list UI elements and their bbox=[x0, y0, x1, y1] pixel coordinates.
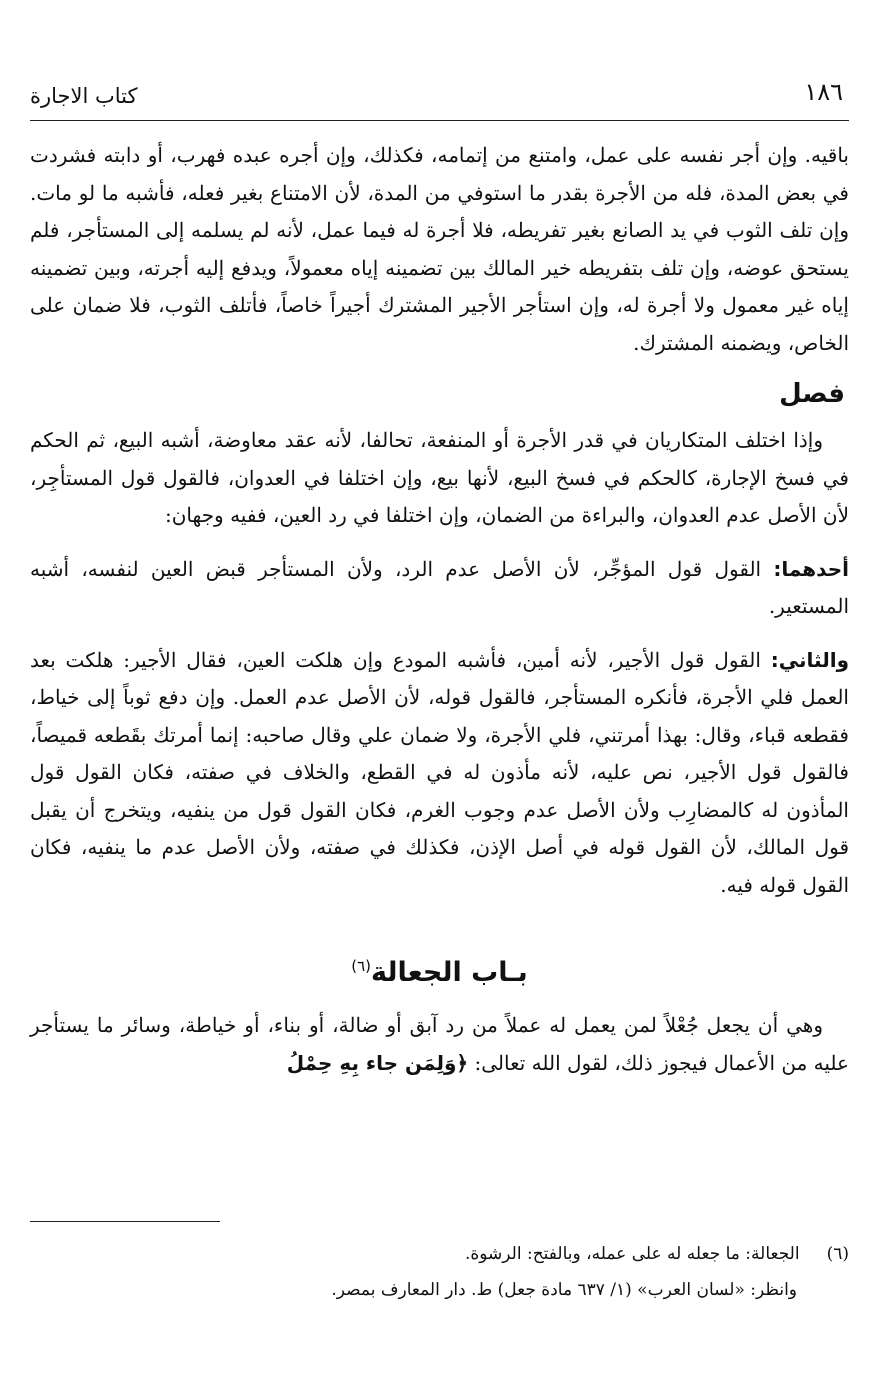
paragraph-2: وإذا اختلف المتكاريان في قدر الأجرة أو المنفعة، تحالفا، لأنه عقد معاوضة، أشبه البيع، ثم الحكم في فسخ الإجارة، كالحكم في فسخ البيع، لأنها بيع، وإن اختلفا في العدوان، فالقول قول المستأجِر، لأن الأصل عدم العدوان، والبراءة من الضمان، وإن اختلفا في رد العين، ففيه وجهان: bbox=[30, 428, 849, 527]
chapter-footnote-ref: (٦) bbox=[351, 957, 371, 975]
paragraph-5-text: وهي أن يجعل جُعْلاً لمن يعمل له عملاً من رد آبق أو ضالة، أو بناء، أو خياطة، وسائر ما يستأجر عليه من الأعمال فيجوز ذلك، لقول الله تعالى: bbox=[30, 1013, 849, 1075]
paragraph-3-lead: أحدهما: bbox=[773, 556, 849, 581]
page-header bbox=[30, 78, 849, 112]
main-text bbox=[30, 137, 849, 1082]
quran-quote: ﴿وَلِمَن جاء بِهِ حِمْلُ bbox=[286, 1050, 469, 1075]
paragraph-5 bbox=[30, 1007, 849, 1082]
page-number: ١٨٦ bbox=[804, 78, 843, 106]
paragraph-4-text: القول قول الأجير، لأنه أمين، فأشبه المودع وإن هلكت العين، فقال الأجير: هلكت بعد العمل فلي الأجرة، فأنكره المستأجر، فالقول قوله، لأن الأصل عدم العمل. وإن دفع ثوباً إلى خياط، فقطعه قباء، وقال: بهذا أمرتني، فلي الأجرة، ولا ضمان علي وقال صاحبه: إنما أمرتك بقَطعه قميصاً، فالقول قول الأجير، نص عليه، لأنه مأذون له في القطع، والخلاف في صفته، فكان القول قول المأذون له كالمضارِب ولأن الأصل عدم وجوب الغرم، فكان القول قول من ينفيه، ويتخرج أن يقبل قول المالك، لأن القول قوله في أصل الإذن، فكذلك في صفته، ولأن الأصل عدم ما ينفيه، فكان القول قوله فيه. bbox=[30, 647, 849, 897]
footnote-6-line-2: وانظر: «لسان العرب» (١/ ٦٣٧ مادة جعل) ط. دار المعارف بمصر. bbox=[331, 1280, 797, 1300]
footnotes bbox=[30, 1236, 849, 1308]
running-title: كتاب الاجارة bbox=[30, 84, 138, 108]
footnote-6 bbox=[30, 1236, 849, 1272]
paragraph-4-lead: والثاني: bbox=[770, 647, 849, 672]
paragraph-1: باقيه. وإن أجر نفسه على عمل، وامتنع من إتمامه، فكذلك، وإن أجره عبده فهرب، أو دابته فشردت في بعض المدة، فله من الأجرة بقدر ما استوفي من المدة، لأن الامتناع بغير فعله، فأشبه ما لو مات. وإن تلف الثوب في يد الصانع بغير تفريطه، فلا أجرة له فيما عمل، لأنه لم يسلمه إلى المستأجر، فلم يستحق عوضه، وإن تلف بتفريطه خير المالك بين تضمينه إياه معمولاً، ويدفع إليه أجرته، وبين تضمينه إياه غير معمول ولا أجرة له، وإن استأجر الأجير المشترك أجيراً خاصاً، فأتلف الثوب، فلا ضمان على الخاص، ويضمنه المشترك. bbox=[30, 143, 849, 355]
paragraph-4 bbox=[30, 642, 849, 905]
header-divider bbox=[30, 120, 849, 121]
footnote-marker: (٦) bbox=[826, 1244, 849, 1264]
section-heading-fasl: فصل bbox=[779, 379, 845, 409]
paragraph-3 bbox=[30, 551, 849, 626]
footnote-divider bbox=[30, 1221, 220, 1222]
book-page bbox=[30, 0, 849, 1373]
chapter-title-text: بـاب الجعالة bbox=[371, 957, 528, 988]
chapter-heading bbox=[30, 946, 849, 993]
footnote-6-line-1: الجعالة: ما جعله له على عمله، وبالفتح: الرشوة. bbox=[464, 1244, 800, 1264]
paragraph-3-text: القول قول المؤجِّر، لأن الأصل عدم الرد، ولأن المستأجر قبض العين لنفسه، أشبه المستعير. bbox=[30, 556, 849, 618]
